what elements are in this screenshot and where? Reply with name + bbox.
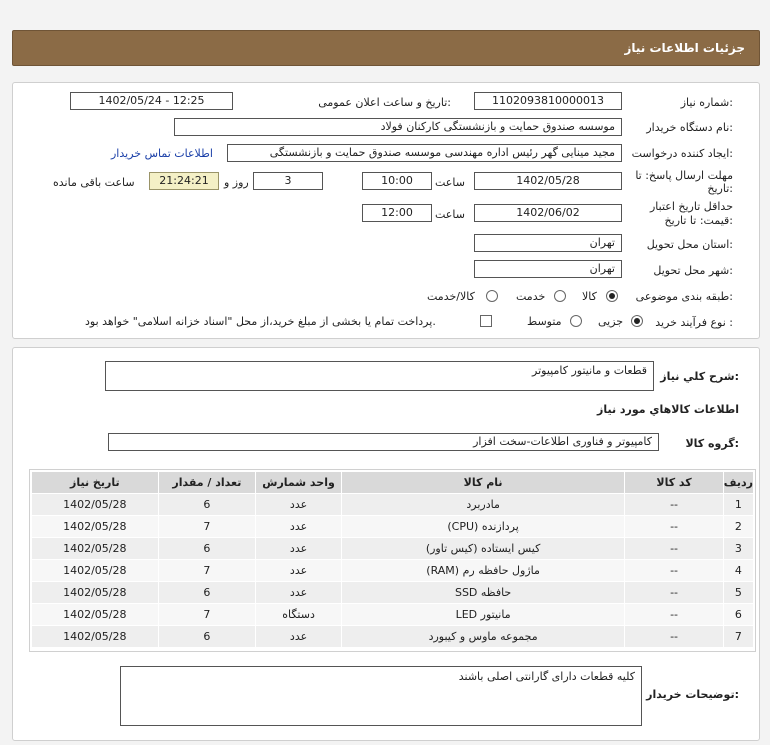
province-label: استان محل تحویل: xyxy=(646,238,733,251)
announce-label: تاریخ و ساعت اعلان عمومی: xyxy=(318,96,451,109)
cell-goods-code: -- xyxy=(625,516,723,538)
validity-label-2: قیمت: تا تاریخ: xyxy=(664,214,733,227)
buyer-contact-link[interactable]: اطلاعات تماس خریدار xyxy=(111,147,213,160)
process-medium-label: متوسط xyxy=(527,315,562,328)
cell-goods-name: حافظه SSD xyxy=(341,582,624,604)
cell-need-date: 1402/05/28 xyxy=(32,582,159,604)
category-goods-radio[interactable] xyxy=(606,290,618,302)
cell-need-date: 1402/05/28 xyxy=(32,538,159,560)
deadline-date-field: 1402/05/28 xyxy=(474,172,622,190)
validity-time-field: 12:00 xyxy=(362,204,432,222)
cell-quantity: 6 xyxy=(158,626,256,648)
col-goods-name: نام کالا xyxy=(341,472,624,494)
items-table xyxy=(31,471,754,648)
days-label: روز و xyxy=(224,176,249,189)
cell-need-date: 1402/05/28 xyxy=(32,494,159,516)
table-row xyxy=(32,538,754,560)
need-number-label: شماره نیاز: xyxy=(680,96,733,109)
cell-goods-code: -- xyxy=(625,494,723,516)
cell-quantity: 6 xyxy=(158,494,256,516)
table-row xyxy=(32,626,754,648)
buyer-org-label: نام دستگاه خریدار: xyxy=(646,121,733,134)
cell-goods-name: کیس ایستاده (کیس تاور) xyxy=(341,538,624,560)
col-need-date: تاریخ نیاز xyxy=(32,472,159,494)
cell-unit: عدد xyxy=(256,538,342,560)
cell-unit: عدد xyxy=(256,516,342,538)
cell-goods-name: مادربرد xyxy=(341,494,624,516)
deadline-label: مهلت ارسال پاسخ: تا xyxy=(635,169,733,182)
need-number-field: 1102093810000013 xyxy=(474,92,622,110)
cell-row-number: 3 xyxy=(723,538,753,560)
table-row xyxy=(32,560,754,582)
cell-goods-name: مجموعه ماوس و کیبورد xyxy=(341,626,624,648)
category-both-label: کالا/خدمت xyxy=(427,290,475,303)
cell-unit: عدد xyxy=(256,560,342,582)
summary-label: شرح كلي نياز: xyxy=(660,370,739,383)
deadline-time-label: ساعت xyxy=(435,176,465,189)
cell-goods-name: ماژول حافظه رم (RAM) xyxy=(341,560,624,582)
requester-field: مجید مینایی گهر رئیس اداره مهندسی موسسه صندوق حمایت و بازنشستگی xyxy=(227,144,622,162)
cell-need-date: 1402/05/28 xyxy=(32,626,159,648)
process-minor-label: جزیی xyxy=(598,315,624,328)
cell-row-number: 6 xyxy=(723,604,753,626)
validity-time-label: ساعت xyxy=(435,208,465,221)
deadline-label-2: تاریخ: xyxy=(707,182,733,195)
city-field: تهران xyxy=(474,260,622,278)
goods-panel xyxy=(12,347,760,741)
cell-goods-code: -- xyxy=(625,560,723,582)
cell-row-number: 7 xyxy=(723,626,753,648)
treasury-payment-note: پرداخت تمام یا بخشی از مبلغ خرید،از محل "اسناد خزانه اسلامی" خواهد بود. xyxy=(85,315,436,328)
remaining-label: ساعت باقی مانده xyxy=(53,176,135,189)
cell-row-number: 5 xyxy=(723,582,753,604)
city-label: شهر محل تحویل: xyxy=(653,264,733,277)
cell-goods-code: -- xyxy=(625,626,723,648)
announce-field: 1402/05/24 - 12:25 xyxy=(70,92,233,110)
cell-row-number: 4 xyxy=(723,560,753,582)
cell-unit: عدد xyxy=(256,582,342,604)
cell-quantity: 7 xyxy=(158,604,256,626)
cell-goods-name: پردازنده (CPU) xyxy=(341,516,624,538)
table-row xyxy=(32,516,754,538)
days-field: 3 xyxy=(253,172,323,190)
buyer-org-field: موسسه صندوق حمایت و بازنشستگی کارکنان فولاد xyxy=(174,118,622,136)
table-row xyxy=(32,582,754,604)
summary-field: قطعات و مانیتور کامپیوتر xyxy=(105,361,654,391)
cell-quantity: 7 xyxy=(158,560,256,582)
category-service-label: خدمت xyxy=(516,290,546,303)
col-quantity: تعداد / مقدار xyxy=(158,472,256,494)
process-medium-radio[interactable] xyxy=(570,315,582,327)
page-title: جزئیات اطلاعات نیاز xyxy=(624,41,745,55)
process-label: نوع فرآیند خرید : xyxy=(655,316,733,329)
requester-label: ایجاد کننده درخواست: xyxy=(631,147,733,160)
category-service-radio[interactable] xyxy=(554,290,566,302)
validity-date-field: 1402/06/02 xyxy=(474,204,622,222)
cell-goods-code: -- xyxy=(625,538,723,560)
col-unit: واحد شمارش xyxy=(256,472,342,494)
goods-group-label: گروه کالا: xyxy=(685,437,739,450)
table-header-row xyxy=(32,472,754,494)
cell-goods-code: -- xyxy=(625,582,723,604)
col-goods-code: کد کالا xyxy=(625,472,723,494)
need-info-panel xyxy=(12,82,760,339)
buyer-notes-label: توضیحات خریدار: xyxy=(646,688,739,701)
treasury-payment-checkbox[interactable] xyxy=(480,315,492,327)
cell-need-date: 1402/05/28 xyxy=(32,516,159,538)
cell-unit: عدد xyxy=(256,626,342,648)
process-minor-radio[interactable] xyxy=(631,315,643,327)
cell-goods-code: -- xyxy=(625,604,723,626)
col-row-number: ردیف xyxy=(723,472,753,494)
cell-need-date: 1402/05/28 xyxy=(32,560,159,582)
cell-row-number: 2 xyxy=(723,516,753,538)
validity-label: حداقل تاریخ اعتبار xyxy=(649,200,733,213)
deadline-time-field: 10:00 xyxy=(362,172,432,190)
table-row xyxy=(32,494,754,516)
remaining-time-field: 21:24:21 xyxy=(149,172,219,190)
cell-quantity: 6 xyxy=(158,582,256,604)
page-header xyxy=(12,30,760,66)
table-row xyxy=(32,604,754,626)
goods-info-title: اطلاعات کالاهاي مورد نياز xyxy=(597,403,739,416)
province-field: تهران xyxy=(474,234,622,252)
category-both-radio[interactable] xyxy=(486,290,498,302)
cell-row-number: 1 xyxy=(723,494,753,516)
category-goods-label: کالا xyxy=(582,290,597,303)
cell-unit: دستگاه xyxy=(256,604,342,626)
buyer-notes-field: کلیه قطعات دارای گارانتی اصلی باشند xyxy=(120,666,642,726)
cell-unit: عدد xyxy=(256,494,342,516)
cell-quantity: 6 xyxy=(158,538,256,560)
cell-need-date: 1402/05/28 xyxy=(32,604,159,626)
goods-group-field: کامپیوتر و فناوری اطلاعات-سخت افزار xyxy=(108,433,659,451)
category-label: طبقه بندی موضوعی: xyxy=(635,290,733,303)
cell-goods-name: مانیتور LED xyxy=(341,604,624,626)
cell-quantity: 7 xyxy=(158,516,256,538)
